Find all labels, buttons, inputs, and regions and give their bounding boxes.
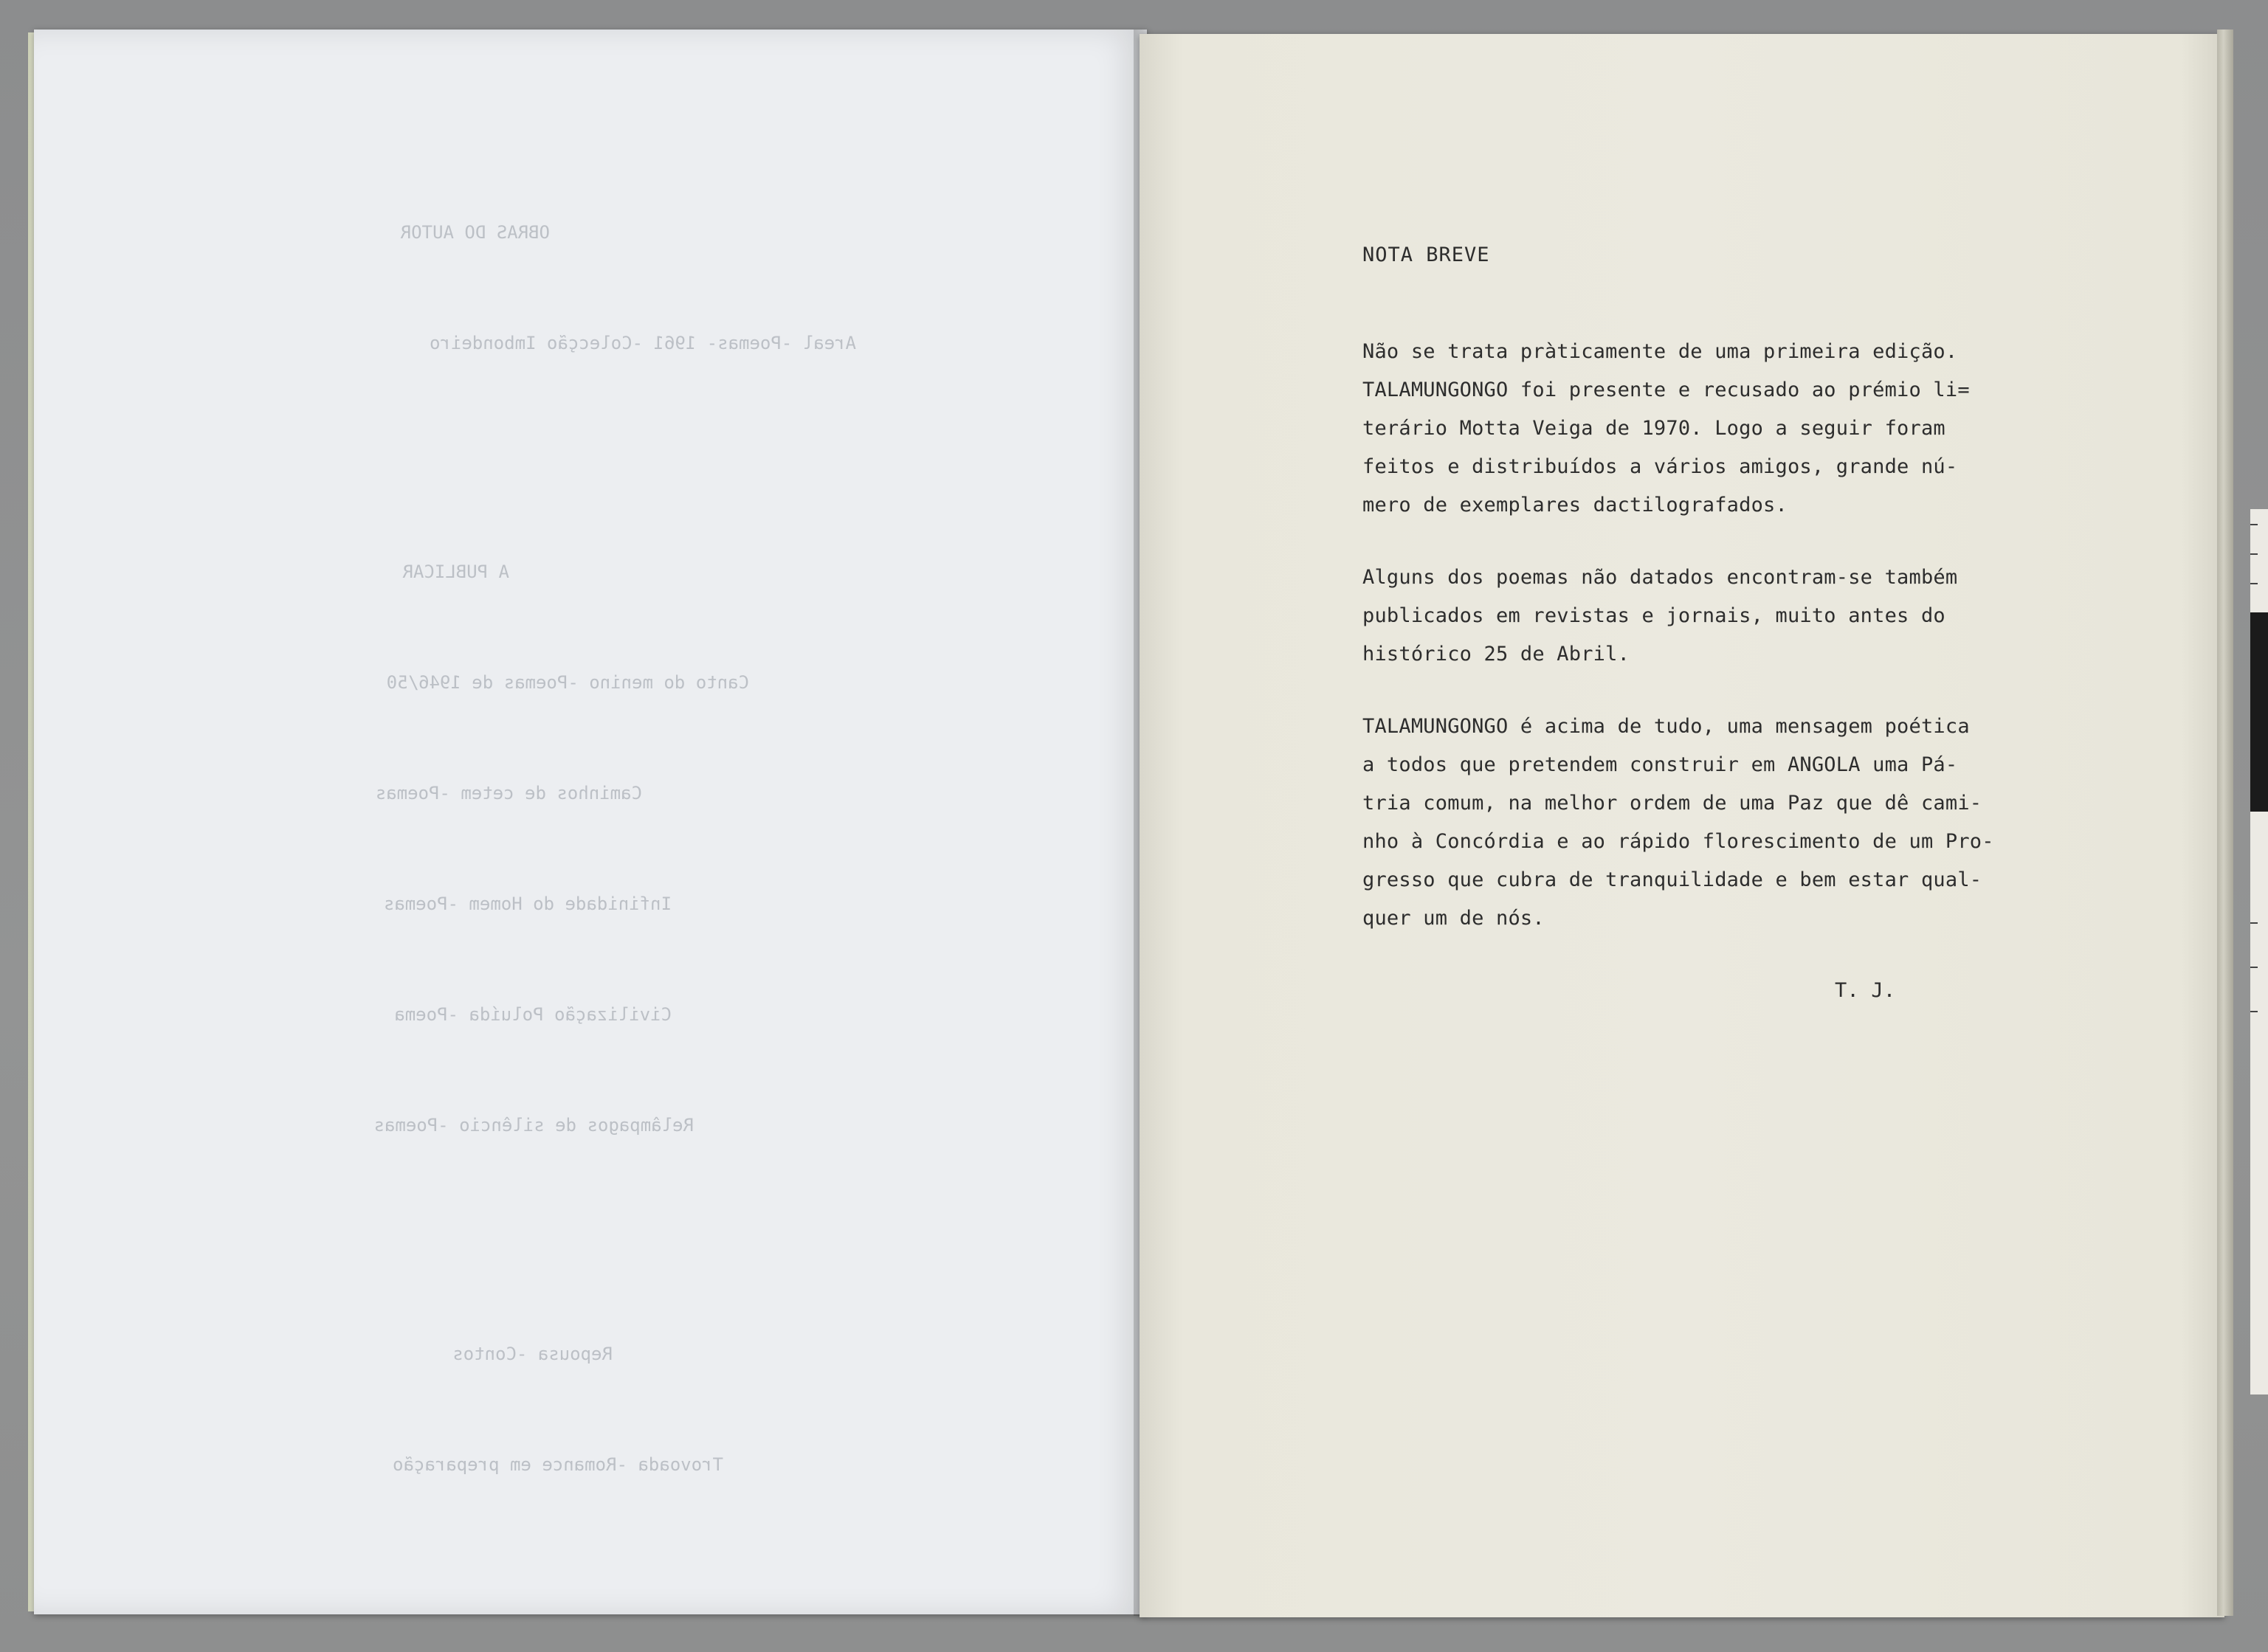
bleed-line: Caminhos de cetem -Poemas xyxy=(375,783,642,803)
bleed-line: Infinidade do Homem -Poemas xyxy=(383,894,672,914)
bleed-line: Trovoada -Romance em preparação xyxy=(393,1454,723,1475)
scale-tick xyxy=(2250,583,2258,584)
bleed-line: Civilização Poluída -Poema xyxy=(394,1004,672,1025)
paragraph: Não se trata pràticamente de uma primeira edição. TALAMUNGONGO foi presente e recusado ao prémio li= terário Motta Veiga de 1970. Logo a seguir foram feitos e distribuídos a vários amigos, grande nú- mero de exemplares dactilografados. xyxy=(1362,340,1970,516)
nota-breve-text xyxy=(1362,243,2174,1010)
bleed-line: Relâmpagos de silêncio -Poemas xyxy=(373,1115,694,1136)
bleed-line: A PUBLICAR xyxy=(402,561,509,582)
scale-tick xyxy=(2250,1011,2258,1012)
scale-tick xyxy=(2250,524,2258,525)
bleed-line: Areal -Poemas- 1961 -Colecção Imbondeiro xyxy=(430,333,856,353)
paragraph: Alguns dos poemas não datados encontram-se também publicados em revistas e jornais, muito antes do histórico 25 de Abril. xyxy=(1362,566,1958,666)
left-page-bleed-through xyxy=(280,140,856,1557)
bleed-line: Canto do menino -Poemas de 1946/50 xyxy=(386,672,749,693)
page-heading: NOTA BREVE xyxy=(1362,243,1490,266)
color-calibration-strip xyxy=(2250,509,2268,1394)
scale-tick xyxy=(2250,967,2258,968)
bleed-line: Repousa -Contos xyxy=(452,1344,613,1364)
scale-tick xyxy=(2250,922,2258,924)
bleed-line: OBRAS DO AUTOR xyxy=(400,222,550,243)
signature: T. J. xyxy=(1835,979,1896,1002)
calibration-black-patch xyxy=(2250,612,2268,812)
right-page-edge xyxy=(2217,30,2233,1616)
paragraph: TALAMUNGONGO é acima de tudo, uma mensagem poética a todos que pretendem construir em ANGOLA uma Pá- tria comum, na melhor ordem de uma Paz que dê cami- nho à Concórdia e ao rápido florescimento de um Pro- gresso que cubra de tranquilidade e bem estar qual- quer um de nós. xyxy=(1362,715,1994,930)
scale-tick xyxy=(2250,553,2258,555)
